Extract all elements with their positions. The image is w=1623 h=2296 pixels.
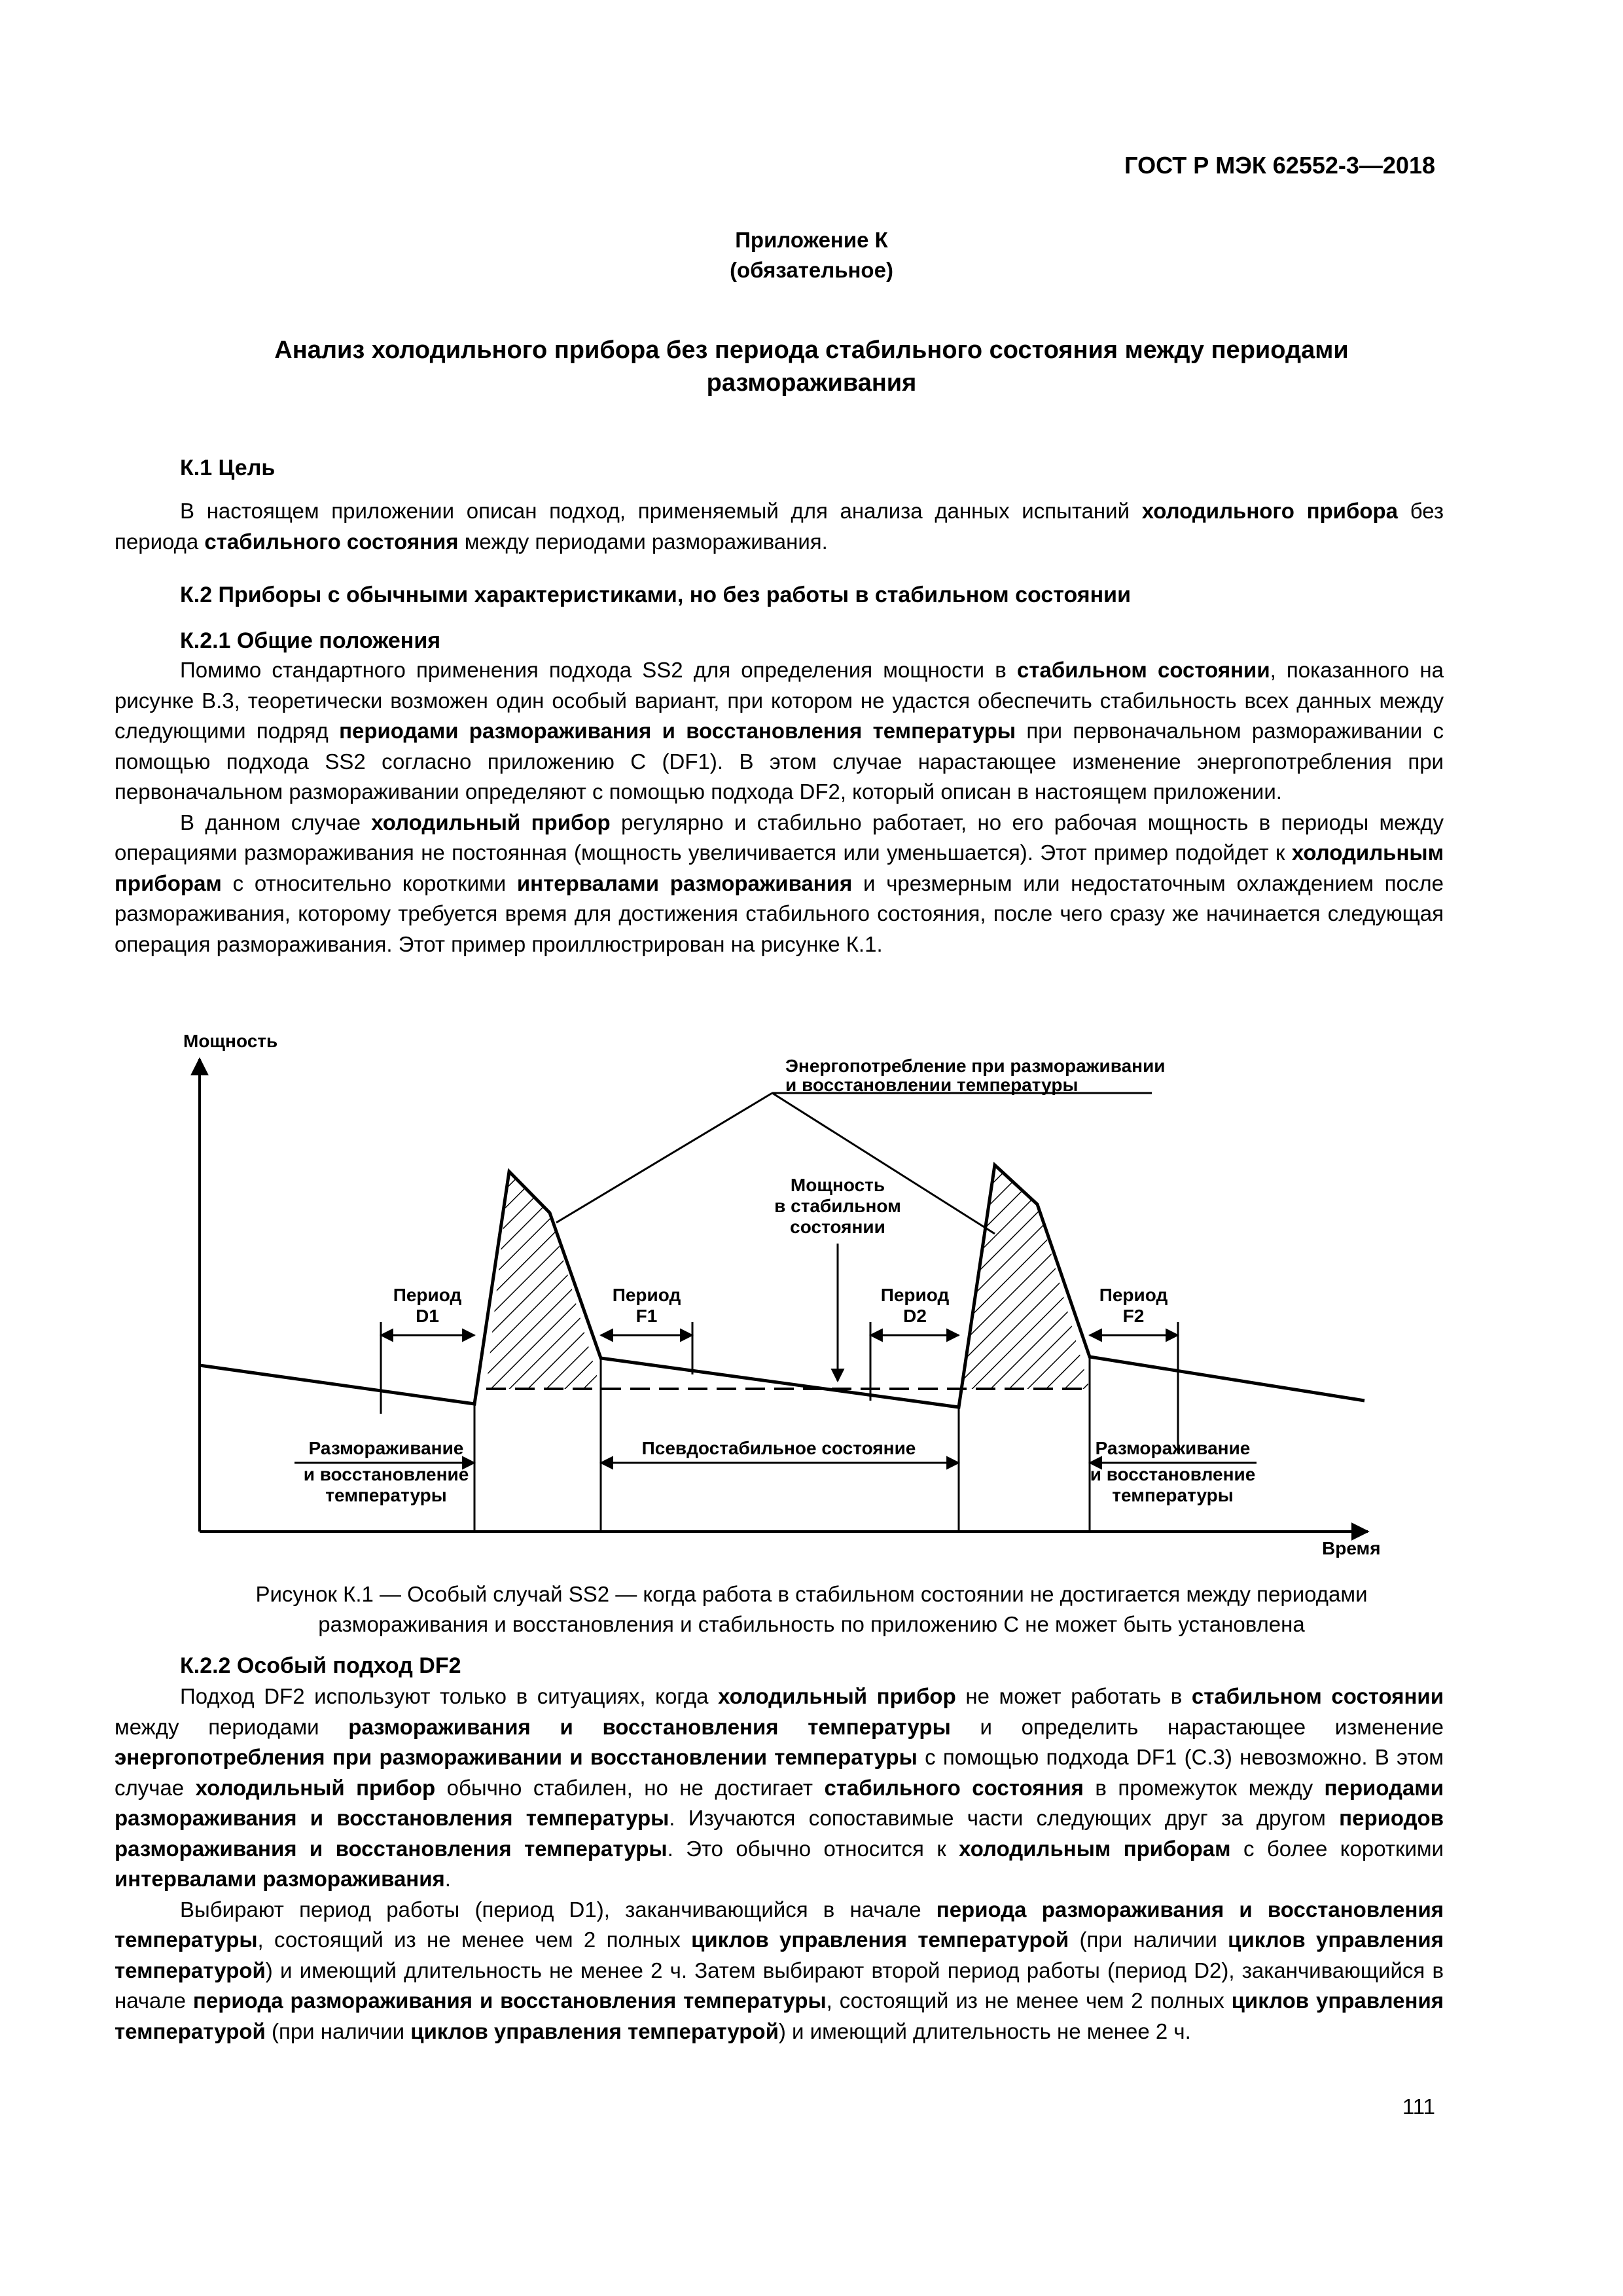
bold-term: холодильный прибор (371, 810, 611, 834)
defrost-energy-area-2 (962, 1165, 1090, 1389)
text-run: Выбирают период работы (период D1), заканчивающийся в начале (180, 1897, 936, 1922)
period-d1-code: D1 (416, 1306, 439, 1326)
section-k21-heading: К.2.1 Общие положения (180, 628, 441, 653)
defrost-2-line-1: Размораживание (1095, 1438, 1251, 1458)
bold-term: интервалами размораживания (115, 1867, 445, 1891)
text-run: и чрезмерным или недостаточным охлаждением после размораживания, которому требуется время для достижения стабильного состояния, после чего сразу же начинается следующая операция размораживания. Этот пример проиллюстрирован на рисунке К.1. (115, 870, 1444, 956)
period-d1-word: Период (393, 1285, 462, 1305)
section-k22-body (115, 1681, 1444, 2047)
bold-term: интервалами размораживания (516, 870, 853, 895)
period-d2-word: Период (880, 1285, 950, 1305)
bold-term: стабильного состояния (824, 1775, 1084, 1800)
text-run: с помощью подхода DF1 (С.3) невозможно. В этом случае (115, 1745, 1444, 1800)
text-run: В данном случае (180, 810, 372, 834)
bold-term: периодов размораживания и восстановления температуры (115, 1806, 1444, 1861)
bold-term: периода размораживания и восстановления температуры (192, 1988, 827, 2013)
text-run: без периода (115, 499, 1444, 554)
paragraph (115, 1895, 1444, 2047)
steady-label-line-2: в стабильном (774, 1196, 901, 1216)
bold-term: холодильным приборам (959, 1836, 1231, 1861)
text-run: (при наличии (1069, 1928, 1228, 1952)
text-run: В настоящем приложении описан подход, применяемый для анализа данных испытаний (180, 499, 1142, 523)
text-run: регулярно и стабильно работает, но его рабочая мощность в периоды между операциями размораживания не постоянная (мощность увеличивается или уменьшается). Этот пример подойдет к (115, 810, 1444, 865)
text-run: , состоящий из не менее чем 2 полных (826, 1988, 1232, 2013)
annex-title (0, 334, 1623, 399)
paragraph (115, 496, 1444, 557)
text-run: с относительно короткими (221, 870, 517, 895)
figure-k1-diagram (0, 1028, 1623, 1558)
bold-term: циклов управления температурой (115, 1988, 1444, 2043)
period-d2-code: D2 (903, 1306, 927, 1326)
text-run: между периодами (115, 1714, 349, 1739)
bold-term: холодильный прибор (718, 1684, 956, 1708)
text-run: ) и имеющий длительность не менее 2 ч. Затем выбирают второй период работы (период D2), заканчивающийся в начале (115, 1958, 1444, 2013)
steady-label-line-3: состоянии (790, 1217, 885, 1237)
text-run: . Это обычно относится к (667, 1836, 959, 1861)
defrost-2-line-2: и восстановление (1090, 1464, 1256, 1484)
defrost-1-line-2: и восстановление (303, 1464, 469, 1484)
annex-status: (обязательное) (730, 258, 893, 282)
bold-term: холодильным приборам (115, 840, 1444, 895)
bold-term: стабильном состоянии (1016, 658, 1270, 682)
text-run: при первоначальном размораживании с помощью подхода SS2 согласно приложению С (DF1). В этом случае нарастающее изменение энергопотребления при первоначальном размораживании определяют с помощью подхода DF2, который описан в настоящем приложении. (115, 719, 1444, 804)
bold-term: циклов управления температурой (691, 1928, 1069, 1952)
paragraph (115, 655, 1444, 808)
section-k1-heading: К.1 Цель (180, 456, 276, 480)
bold-term: холодильный прибор (195, 1775, 436, 1800)
bold-term: размораживания и восстановления температуры (348, 1714, 951, 1739)
pseudo-stable-label: Псевдостабильное состояние (641, 1438, 916, 1458)
text-run: не может работать в (955, 1684, 1192, 1708)
section-k1-body (115, 496, 1444, 557)
text-run: ) и имеющий длительность не менее 2 ч. (778, 2018, 1191, 2043)
text-run: с более короткими (1230, 1836, 1444, 1861)
x-axis-label: Время (1322, 1538, 1381, 1558)
energy-label-line-1: Энергопотребление при размораживании (785, 1056, 1166, 1076)
text-run: . Изучаются сопоставимые части следующих друг за другом (669, 1806, 1340, 1830)
page-number: 111 (1402, 2094, 1435, 2119)
bold-term: циклов управления температурой (410, 2018, 779, 2043)
y-axis-label: Мощность (183, 1031, 278, 1051)
section-k22-heading: К.2.2 Особый подход DF2 (180, 1653, 461, 1678)
bold-term: периодами размораживания и восстановления температуры (339, 719, 1016, 743)
period-f2-code: F2 (1122, 1306, 1145, 1326)
bold-term: циклов управления температурой (115, 1928, 1444, 1982)
standard-designation: ГОСТ Р МЭК 62552-3—2018 (1124, 152, 1435, 179)
bold-term: периодами размораживания и восстановления температуры (115, 1775, 1444, 1830)
paragraph (115, 1681, 1444, 1895)
defrost-1-line-1: Размораживание (308, 1438, 464, 1458)
section-k21-body (115, 655, 1444, 960)
annex-heading (0, 225, 1623, 285)
figure-caption (0, 1579, 1623, 1640)
bold-term: периода размораживания и восстановления температуры (115, 1897, 1444, 1952)
paragraph (115, 808, 1444, 960)
figure-caption-line-1: Рисунок К.1 — Особый случай SS2 — когда работа в стабильном состоянии не достигается между периодами (255, 1582, 1368, 1606)
bold-term: энергопотребления при размораживании и восстановлении температуры (115, 1745, 918, 1769)
period-f2-word: Период (1099, 1285, 1168, 1305)
defrost-1-line-3: температуры (325, 1485, 447, 1505)
text-run: в промежуток между (1083, 1775, 1325, 1800)
bold-term: стабильного состояния (204, 529, 459, 554)
text-run: , состоящий из не менее чем 2 полных (257, 1928, 692, 1952)
text-run: Помимо стандартного применения подхода SS2 для определения мощности в (180, 658, 1017, 682)
text-run: Подход DF2 используют только в ситуациях, когда (180, 1684, 719, 1708)
annex-title-line-2: размораживания (706, 369, 917, 397)
energy-leader-1 (556, 1093, 772, 1223)
text-run: . (444, 1867, 451, 1891)
defrost-2-line-3: температуры (1112, 1485, 1234, 1505)
energy-label-line-2: и восстановлении температуры (785, 1075, 1079, 1095)
annex-label: Приложение К (735, 228, 888, 252)
text-run: и определить нарастающее изменение (950, 1714, 1444, 1739)
text-run: обычно стабилен, но не достигает (435, 1775, 825, 1800)
section-k2-heading: К.2 Приборы с обычными характеристиками, но без работы в стабильном состоянии (180, 583, 1131, 607)
steady-label-line-1: Мощность (790, 1175, 885, 1195)
text-run: между периодами размораживания. (458, 529, 828, 554)
bold-term: стабильном состоянии (1191, 1684, 1444, 1708)
figure-caption-line-2: размораживания и восстановления и стабильность по приложению С не может быть установлена (318, 1612, 1305, 1636)
text-run: (при наличии (265, 2018, 411, 2043)
bold-term: холодильного прибора (1141, 499, 1398, 523)
annex-title-line-1: Анализ холодильного прибора без периода стабильного состояния между периодами (274, 336, 1349, 364)
text-run: , показанного на рисунке В.3, теоретически возможен один особый вариант, при котором не удастся обеспечить стабильность всех данных между следующими подряд (115, 658, 1444, 743)
period-f1-word: Период (612, 1285, 681, 1305)
period-f1-code: F1 (635, 1306, 658, 1326)
